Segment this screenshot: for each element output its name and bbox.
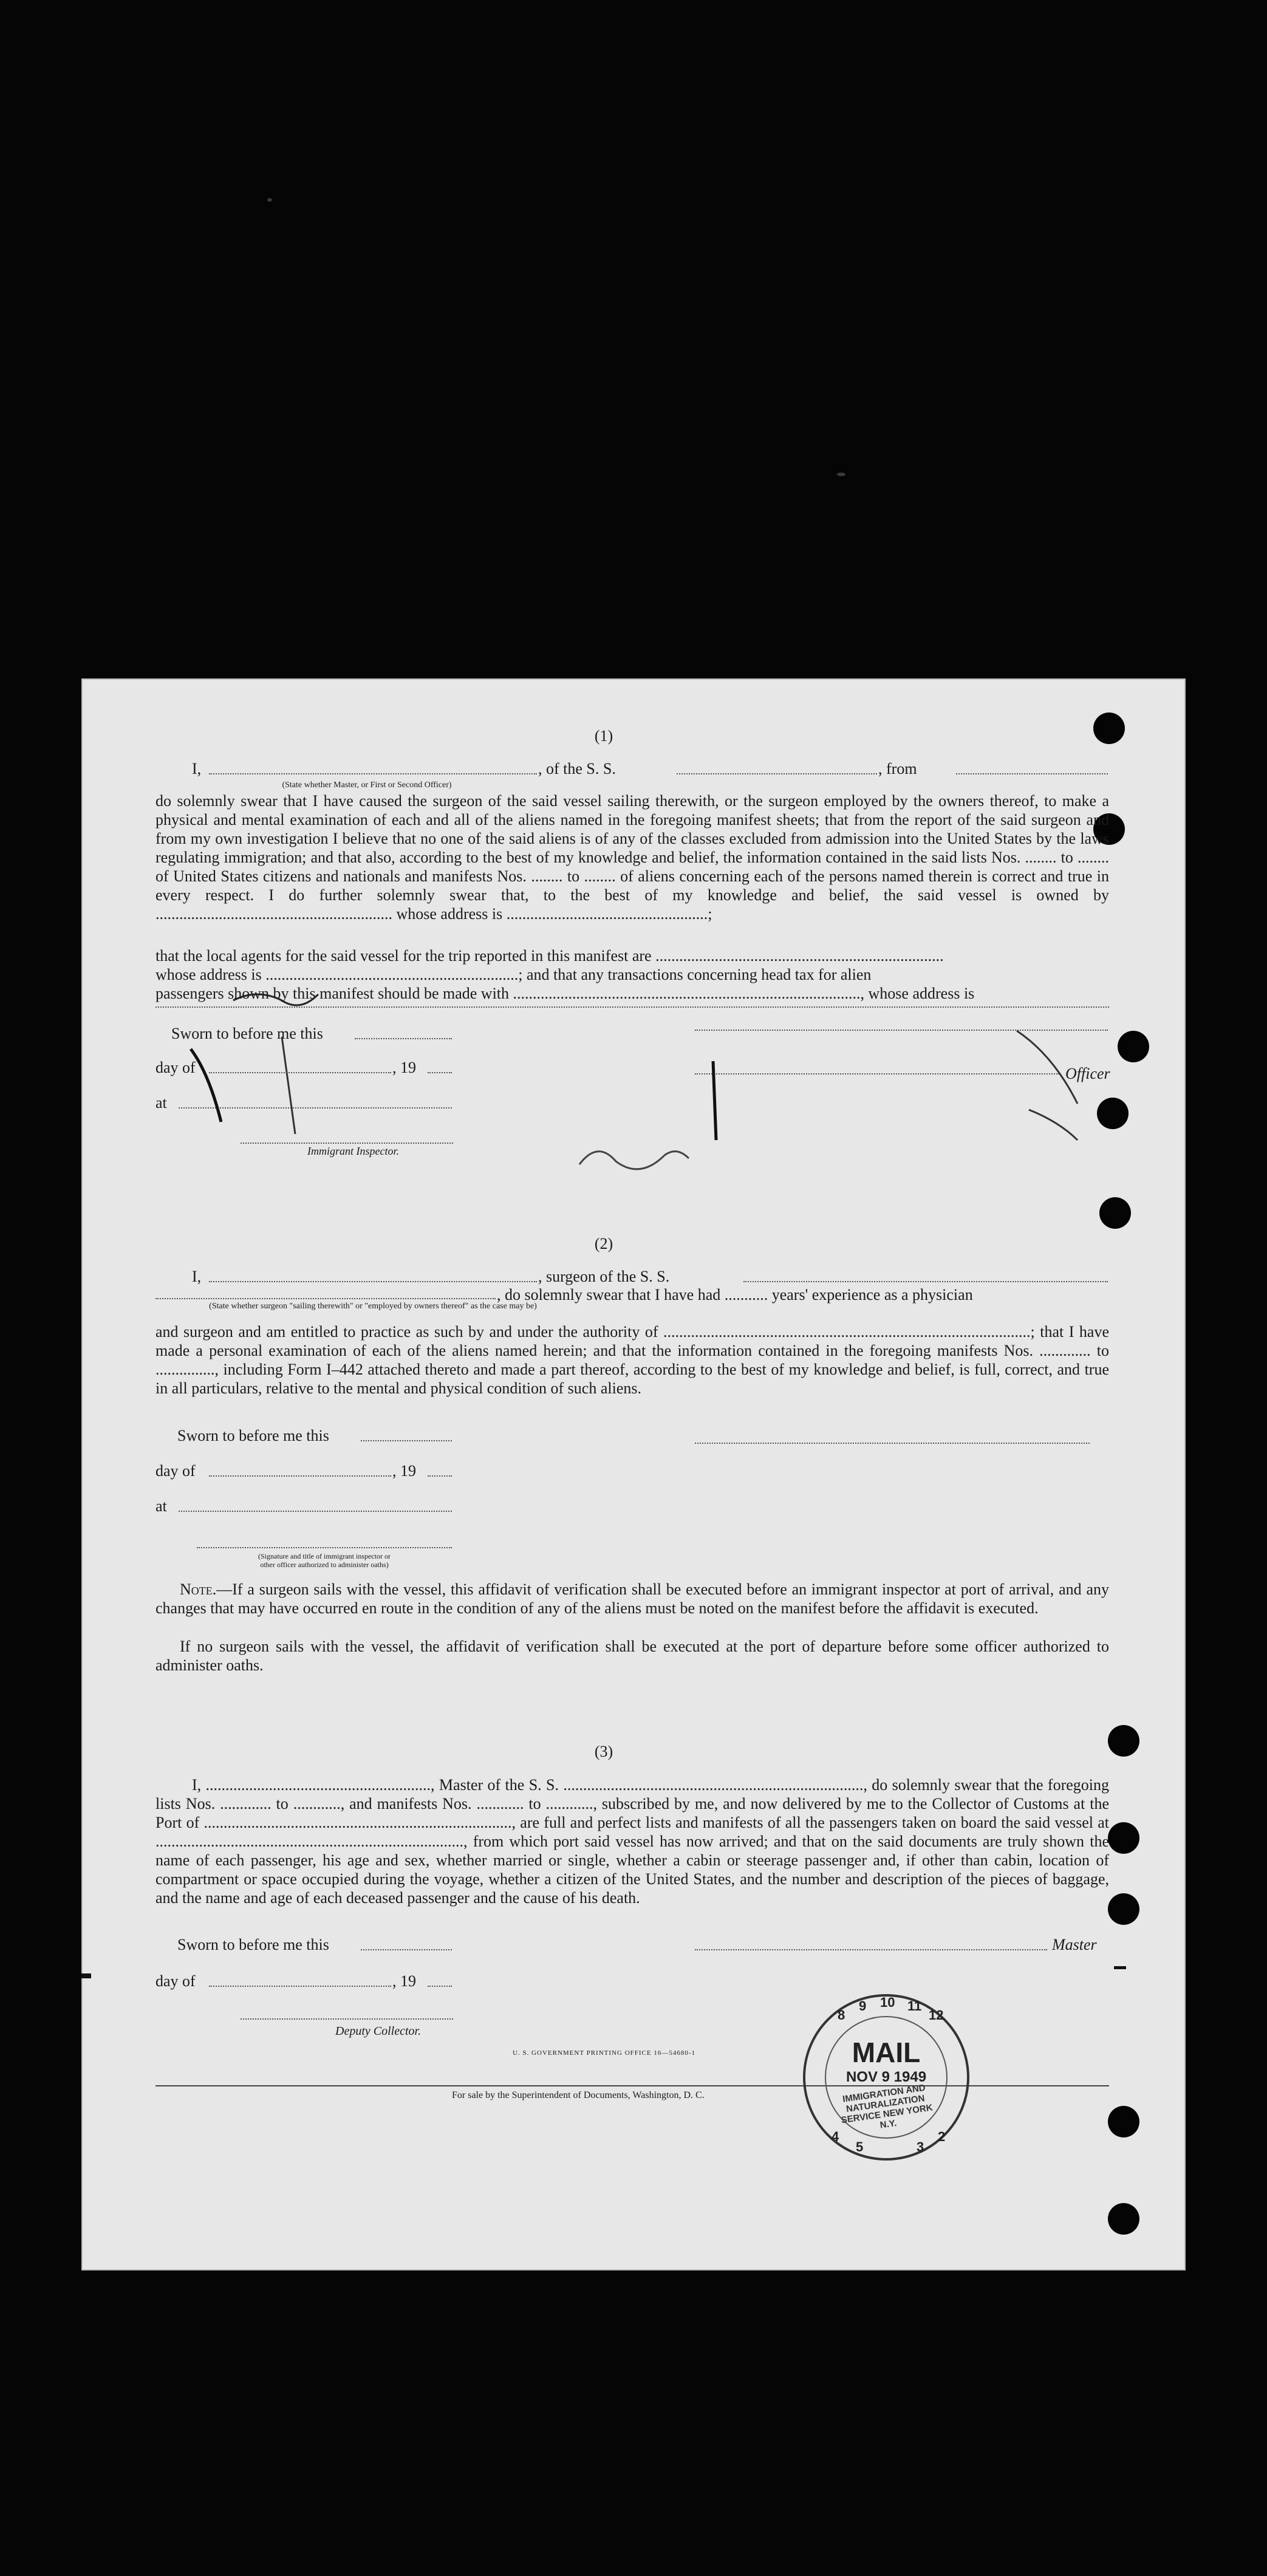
s2-sublabel: (State whether surgeon "sailing therewith" or "employed by owners thereof" as the case may be) — [209, 1302, 537, 1311]
s2-year-blank — [428, 1475, 452, 1477]
svg-text:4: 4 — [832, 2129, 839, 2144]
stamp-date: NOV 9 1949 — [845, 2069, 927, 2085]
s2-sig-label-1: (Signature and title of immigrant inspector or — [258, 1552, 391, 1560]
s1-paragraph: do solemnly swear that I have caused the surgeon of the said vessel sailing therewith, or the surgeon employed by the owners thereof, to make a physical and mental examination of each and all of the aliens named in the foregoing manifest sheets; that from the report of the said surgeon and from my own investigation I believe that no one of the said aliens is of any of the classes excluded from admission into the United States by the laws regulating immigration; and that also, according to the best of my knowledge and belief, the information contained in the said lists Nos. ........ to ........ of United States citizens and nationals and manifests Nos. ........ to ........ of aliens concerning each of the persons named therein is correct and true in every respect. I do further solemnly swear that, to the best of my knowledge and belief, the said vessel is owned by ............................................................ whose address is ...................................................; — [155, 792, 1109, 923]
s2-line1-pre: I, — [192, 1268, 202, 1285]
s2-sworn: Sworn to before me this — [177, 1427, 329, 1444]
margin-mark — [1114, 1966, 1126, 1969]
s2-day-of: day of — [155, 1462, 196, 1480]
printing-office-line: U. S. GOVERNMENT PRINTING OFFICE 16—54680-1 — [513, 2049, 696, 2057]
s1-line1-mid: , of the S. S. — [538, 760, 616, 777]
s1-sublabel: (State whether Master, or First or Second Officer) — [282, 781, 452, 790]
s2-line2-blank — [155, 1298, 496, 1299]
s1-line1-pre: I, — [192, 760, 202, 777]
s1-line1-end: , from — [878, 760, 917, 777]
stamp-main: MAIL — [852, 2037, 921, 2068]
s2-year: , 19 — [392, 1462, 416, 1480]
s2-line1-blank2 — [743, 1281, 1108, 1282]
punch-hole — [1108, 2203, 1139, 2235]
s1-address-line: whose address is ................................................................; and that any transactions concerning head tax for alien — [155, 966, 872, 983]
s3-paragraph: I, ........................................................., Master of the S. S. ............................................................................, do solemnly swear that the foregoing lists Nos. ............. to ............, and manifests Nos. ............ to ............, subscribed by me, and now delivered by me to the Collector of Customs at the Port of .............................................................................., are full and perfect lists and manifests of all the passengers taken on board the said vessel at .............................................................................., from which port said vessel has now arrived; and that on the said documents are truly shown the name of each passenger, his age and sex, whether married or single, whether a cabin or steerage passenger and, if other than cabin, location of compartment or space occupied during the voyage, whether a citizen of the United States, and the number and description of the pieces of baggage, and the name and age of each deceased passenger and the cause of his death. — [155, 1776, 1109, 1907]
s1-passengers-line: passengers shown by this manifest should be made with ........................................................................................, whose address is — [155, 985, 975, 1002]
section-1-number: (1) — [594, 727, 613, 745]
s2-at: at — [155, 1497, 167, 1515]
s3-master-label: Master — [1052, 1936, 1097, 1953]
s2-surgeon-sig-line — [695, 1443, 1090, 1444]
section-3-number: (3) — [594, 1743, 613, 1760]
s2-note2: If no surgeon sails with the vessel, the affidavit of verification shall be executed at the port of departure before some officer authorized to administer oaths. — [155, 1638, 1109, 1674]
s1-sworn: Sworn to before me this — [171, 1025, 323, 1042]
svg-text:12: 12 — [929, 2007, 944, 2023]
s1-line1-blank2 — [677, 773, 877, 774]
s3-year-blank — [428, 1986, 452, 1987]
margin-mark — [81, 1973, 91, 1978]
s2-day-blank — [209, 1475, 391, 1477]
s1-agents-line: that the local agents for the said vessel for the trip reported in this manifest are ......................................................................... — [155, 947, 944, 965]
punch-hole — [1108, 2106, 1139, 2137]
s2-note-text: —If a surgeon sails with the vessel, this affidavit of verification shall be executed before an immigrant inspector at port of arrival, and any changes that may have occurred en route in the condition of any of the aliens must be noted on the manifest before the affidavit is executed. — [155, 1580, 1109, 1617]
s1-inspector-label: Immigrant Inspector. — [307, 1145, 399, 1157]
s3-day-of: day of — [155, 1972, 196, 1990]
film-speck — [267, 198, 272, 202]
immigration-mail-stamp — [795, 1986, 977, 2168]
svg-text:11: 11 — [907, 1998, 922, 2014]
svg-text:2: 2 — [938, 2129, 946, 2144]
s2-sworn-blank — [361, 1440, 452, 1441]
punch-hole — [1099, 1197, 1131, 1229]
s3-sworn: Sworn to before me this — [177, 1936, 329, 1953]
s2-note — [155, 1580, 1109, 1618]
s2-sig-line — [197, 1547, 452, 1548]
s3-sworn-blank — [361, 1949, 452, 1950]
document-page — [81, 678, 1186, 2270]
s2-line2: , do solemnly swear that I have had ........... years' experience as a physician — [497, 1286, 973, 1303]
s3-deputy-line — [241, 2018, 453, 2020]
punch-hole — [1108, 1893, 1139, 1925]
s1-at: at — [155, 1094, 167, 1112]
s1-year: , 19 — [392, 1059, 416, 1076]
s1-line1-blank — [209, 773, 537, 774]
s1-officer-label: Officer — [1065, 1065, 1110, 1082]
svg-text:10: 10 — [880, 1995, 895, 2010]
for-sale-line: For sale by the Superintendent of Documents, Washington, D. C. — [452, 2090, 705, 2100]
s2-at-blank — [179, 1511, 452, 1512]
faint-bleedthrough-text — [197, 703, 200, 721]
s2-line1-blank — [209, 1281, 537, 1282]
s2-note-label: Note. — [180, 1580, 217, 1598]
section-2-number: (2) — [594, 1235, 613, 1252]
punch-hole — [1108, 1725, 1139, 1757]
svg-text:5: 5 — [856, 2139, 864, 2154]
svg-text:9: 9 — [859, 1998, 867, 2014]
s3-master-sig-line — [695, 1949, 1047, 1950]
svg-text:3: 3 — [917, 2139, 924, 2154]
film-speck — [837, 473, 845, 476]
s2-paragraph: and surgeon and am entitled to practice as such by and under the authority of .............................................................................................; that I have made a personal examination of each of the aliens named herein; and that the information contained in the foregoing manifests Nos. ............. to ..............., including Form I–442 attached thereto and made a part thereof, according to the best of my knowledge and belief, is full, correct, and true in all particulars, relative to the mental and physical condition of such aliens. — [155, 1323, 1109, 1397]
svg-text:8: 8 — [838, 2007, 845, 2023]
s1-day-of: day of — [155, 1059, 196, 1076]
s3-year: , 19 — [392, 1972, 416, 1990]
s1-line1-blank3 — [956, 773, 1108, 774]
punch-hole — [1093, 712, 1125, 744]
handwriting-marks — [154, 879, 1126, 1195]
s2-sig-label-2: other officer authorized to administer oaths) — [260, 1560, 389, 1569]
stamp-text: IMMIGRATION AND NATURALIZATION SERVICE NEW YORK N.Y. — [840, 2082, 934, 2131]
punch-hole — [1108, 1822, 1139, 1854]
s3-day-blank — [209, 1986, 391, 1987]
s3-deputy-label: Deputy Collector. — [335, 2024, 422, 2038]
s2-line1-end: , surgeon of the S. S. — [538, 1268, 670, 1285]
